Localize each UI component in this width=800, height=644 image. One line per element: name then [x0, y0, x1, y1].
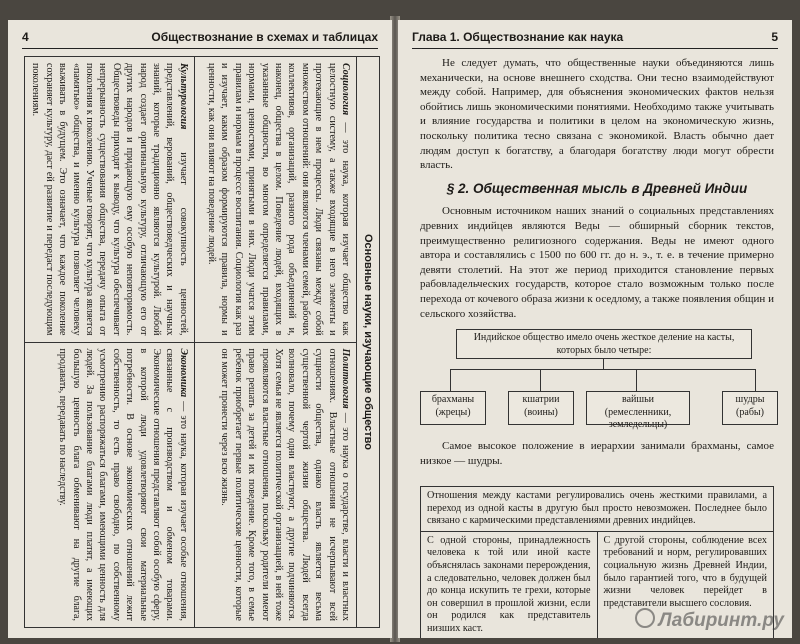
- left-page: [8, 20, 392, 638]
- caste-box-kshatriyas: кшатрии (воины): [508, 391, 574, 425]
- table-cell-culturology: Культурология изучает совокупность ценностей, представлений, верований, обществоведческих и научных знаний, которые традиционно являются культурой. Любой народ создает оригинальную культуру, отличающую его от других народов и придающую ему особую неповторимость. Обществоведы приходят к выводу, что культура обеспечивает непрерывность существования общества, передачу опыта от поколения к поколению. Ученые говорят, что культура является «памятью» общества, и именно культура позволяет человеку выживать в будущем. Это означает, что каждое поколение сохраняет культуру, даст ей развитие и передаст последующим поколениям.: [30, 63, 189, 336]
- left-running-head: [22, 30, 378, 49]
- left-running-title: Обществознание в схемах и таблицах: [151, 30, 378, 44]
- right-page-content: [420, 56, 774, 468]
- diagram-arrow: [755, 369, 756, 391]
- right-running-head: [412, 30, 778, 49]
- table-row: [25, 57, 194, 627]
- caste-diagram: [420, 329, 774, 431]
- right-page: [398, 20, 792, 638]
- caste-box-vaishyas: вайшьи (ремесленники, земледельцы): [586, 391, 690, 425]
- sciences-table-title: Основные науки, изучающие общество: [356, 57, 379, 627]
- right-running-title: Глава 1. Обществознание как наука: [412, 30, 624, 44]
- right-page-number: 5: [771, 30, 778, 44]
- table-row: [194, 57, 356, 627]
- caste-box-shudras: шудры (рабы): [722, 391, 778, 425]
- table-cell-sociology: Социология — это наука, которая изучает общество как целостную систему, а также входящие в него элементы и протекающие в нем процессы. Люди связаны между собой множеством отношений: они являются членами семей, рабочих коллективов, организаций, разного рода объединений и, наконец, общества в целом. Поведение людей, входящих в указанные общности, во многом определяется правилами, нормами, ценностями, принятыми в них. Люди учатся этим правилам и нормам в процессе воспитания. Социология как раз и изучает, каким образом формируются правила, нормы и ценности, как они влияют на поведение людей.: [205, 63, 351, 336]
- caste-box-brahmins: брахманы (жрецы): [420, 391, 486, 425]
- section-title: § 2. Общественная мысль в Древней Индии: [446, 180, 748, 196]
- diagram-connector: [450, 369, 755, 370]
- intro-paragraph: Не следует думать, что общественные науки объединяются лишь механически, на основе внешнего сходства. Они тесно взаимодействуют между собой. Например, для объяснения экономических фактов нельзя обойтись лишь экономическими понятиями. Необходимо также учитывать и влияние государства и политики в целом на экономическую жизнь, поскольку политика тесно связана с экономикой. Власть обычно дает людям доступ к богатству, а благодаря богатству люди могут обрести власть.: [420, 57, 774, 172]
- table-cell-economics: Экономика — это наука, которая изучает особые отношения, связанные с производством и обменом товарами. Экономические отношения представляют собой особую сферу, в которой люди удовлетворяют свои материальные потребности. В основе экономических отношений лежит собственность, то есть право свободно, по собственному усмотрению распоряжаться благами, имеющими ценность для людей. За пользование благами люди платят, а имеющих большую ценность блага обменивают на другие блага, продавать, передавать по наследству.: [25, 342, 194, 628]
- labirint-watermark: Лабиринт.ру: [635, 608, 784, 632]
- section-paragraph: Основным источником наших знаний о социальных представлениях древних индийцев являются Веды — обширный сборник текстов, преимущественно религиозного содержания. Веды не имеют одного автора и составлялись с 1500 по 600 гг. до н. э., т. е. в течение примерно девяти столетий. На этот же период приходится становление первых рабовладельческих государств, которое стало возможным только после перехода от кочевого образа жизни к оседлому, а также появления общин и сельского хозяйства.: [420, 205, 774, 320]
- diagram-arrow: [636, 369, 637, 391]
- diagram-connector: [603, 359, 604, 369]
- rotated-table-wrapper: [24, 56, 380, 628]
- diagram-arrow: [540, 369, 541, 391]
- left-page-number: 4: [22, 30, 29, 44]
- notes-left-cell: С одной стороны, принадлежность человека к той или иной касте объяснялась законами перерождения, а следовательно, человек должен был до конца искупить те грехи, которые он совершил в прошлой жизни, если он родился как представитель низших каст.: [427, 534, 591, 634]
- diagram-arrow: [450, 369, 451, 391]
- table-cell-politology: Политология — это наука о государстве, власти и властных отношениях. Властные отношения не исчерпывают всей сущности общества, однако власть является весьма существенной чертой жизни общества. Людей всегда волновало, почему одни властвуют, а другие подчиняются. Хотя семья не является политической организацией, в ней тоже проявляются властные отношения, поскольку родители имеют право решать за детей и их поведение. Кроме того, в семье ребенок приобретает первые политические ценности, которые он может пронести через всю жизнь.: [195, 342, 356, 628]
- labirint-logo-icon: [635, 608, 655, 628]
- notes-right-cell: С другой стороны, соблюдение всех требований и норм, регулировавших социальную жизнь Древней Индии, было гарантией того, что в будущей жизни человек перейдет в представители высшего сословия.: [597, 532, 774, 638]
- caste-diagram-root: Индийское общество имело очень жесткое деление на касты, которых было четыре:: [456, 329, 752, 359]
- notes-top-text: Отношения между кастами регулировались очень жесткими правилами, а переход из одной касты в другую был просто невозможен. Последнее было связано с кармическими представлениями древних индийцев.: [421, 487, 773, 532]
- sciences-table: [24, 56, 380, 628]
- hierarchy-paragraph: Самое высокое положение в иерархии занимали брахманы, самое низкое — шудры.: [420, 440, 774, 467]
